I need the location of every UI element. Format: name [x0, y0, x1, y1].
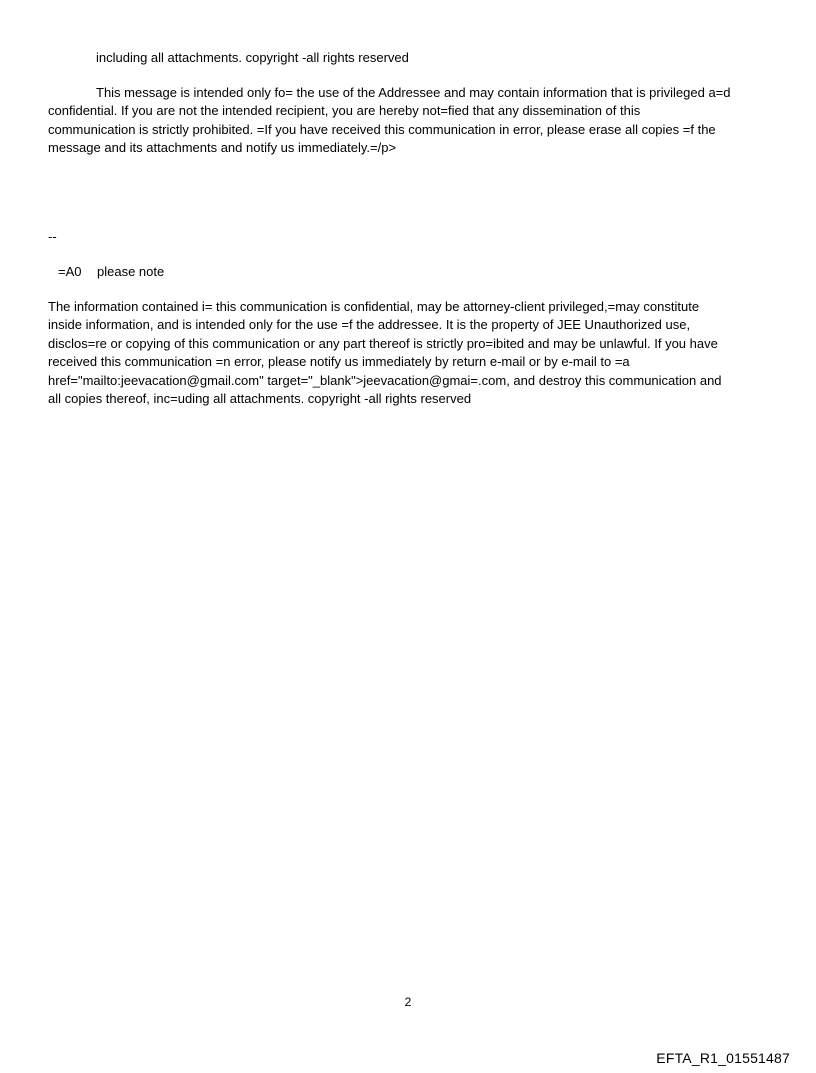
- paragraph-line: all copies thereof, inc=uding all attachments. copyright -all rights reserved: [48, 391, 472, 407]
- paragraph-line: received this communication =n error, please notify us immediately by return e-mail or by e-mail to =a: [48, 354, 630, 370]
- paragraph-line: communication is strictly prohibited. =If you have received this communication in error, please erase all copies =f the: [48, 121, 716, 137]
- paragraph-line: href="mailto:jeevacation@gmail.com" target="_blank">jeevacation@gmai=.com, and destroy this communication and: [48, 372, 722, 388]
- note-prefix: =A0: [58, 264, 82, 279]
- bates-number: EFTA_R1_01551487: [656, 1050, 790, 1066]
- page-number: 2: [404, 995, 412, 1009]
- paragraph-line: confidential. If you are not the intended recipient, you are hereby not=fied that any dissemination of this: [48, 103, 641, 119]
- confidentiality-paragraph: [48, 84, 731, 158]
- paragraph-line: The information contained i= this communication is confidential, may be attorney-client privileged,=may constitute: [48, 299, 700, 314]
- paragraph-line: disclos=re or copying of this communication or any part thereof is strictly pro=ibited and may be unlawful. If you have: [48, 335, 718, 351]
- disclaimer-paragraph: [48, 298, 722, 408]
- attachments-line: including all attachments. copyright -all rights reserved: [96, 50, 409, 65]
- paragraph-line: This message is intended only fo= the use of the Addressee and may contain information that is privileged a=d: [96, 85, 731, 100]
- paragraph-line: message and its attachments and notify us immediately.=/p>: [48, 140, 397, 156]
- separator: --: [48, 229, 57, 244]
- note-label: please note: [97, 264, 165, 279]
- paragraph-line: inside information, and is intended only for the use =f the addressee. It is the property of JEE Unauthorized use,: [48, 317, 691, 333]
